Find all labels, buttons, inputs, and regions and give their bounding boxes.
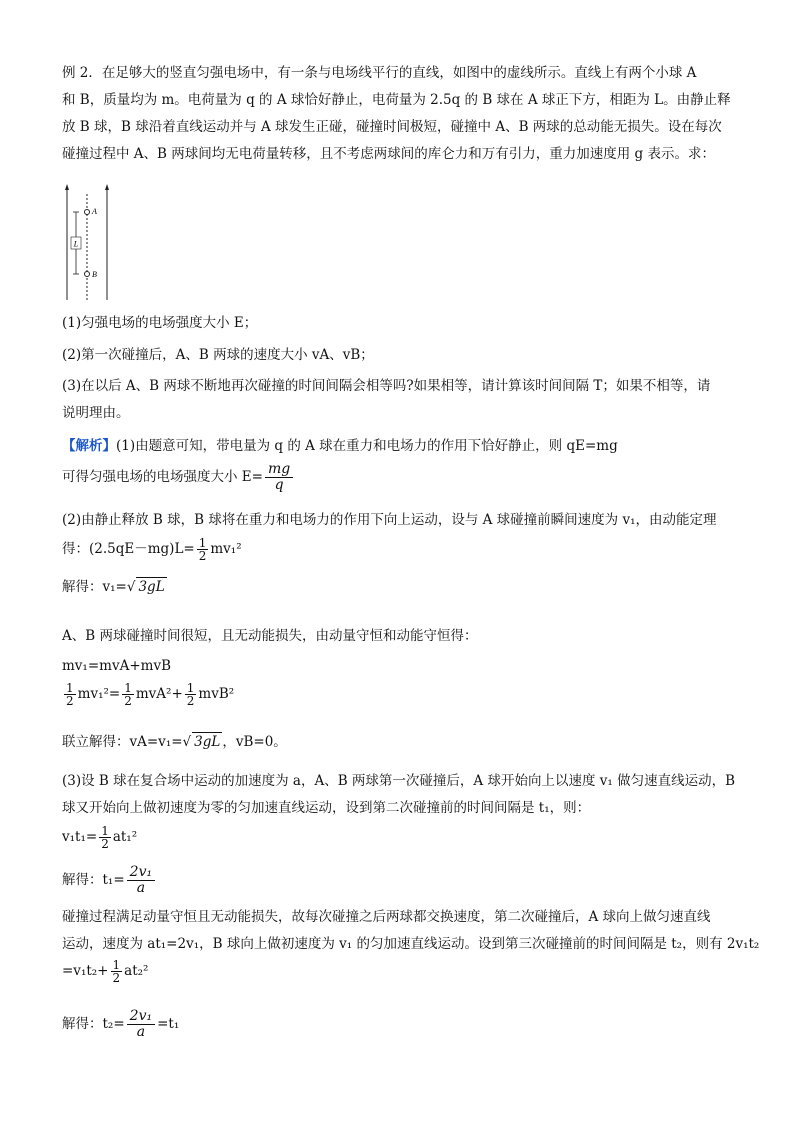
solution-3h: 解得：t₂= $\frac{\text{2v₁}}{a}$ =t₁ xyxy=(62,1008,180,1040)
label-a: A xyxy=(92,207,97,216)
solution-3d: 解得：t₁= $\frac{\text{2v₁}}{a}$ xyxy=(62,864,157,896)
arrow-up-icon xyxy=(65,184,69,190)
ball-a-icon xyxy=(85,210,90,215)
label-l: L xyxy=(73,239,79,249)
problem-line-4: 碰撞过程中 A、B 两球间均无电荷量转移，且不考虑两球间的库仑力和万有引力，重力加速度用 g 表示。求： xyxy=(62,146,715,162)
solution-2f: $\frac{1}{2}$ mv₁²= $\frac{1}{2}$ mvA²+ $\frac{1}{2}$ mvB² xyxy=(66,681,235,708)
fraction-half: $\frac{1}{2}$ xyxy=(198,536,207,563)
solution-3b: 球又开始向上做初速度为零的匀加速直线运动，设到第二次碰撞前的时间间隔是 t₁，则： xyxy=(62,800,591,816)
solution-2c: 解得：v₁=√ 3gL xyxy=(62,579,165,595)
solution-2d: A、B 两球碰撞时间很短，且无动能损失，由动量守恒和动能守恒得： xyxy=(62,628,478,644)
problem-line-2: 和 B，质量均为 m。电荷量为 q 的 A 球恰好静止，电荷量为 2.5q 的 B 球在 A 球正下方，相距为 L。由静止释 xyxy=(62,92,731,108)
field-diagram xyxy=(62,182,114,302)
question-3a: (3)在以后 A、B 两球不断地再次碰撞的时间间隔会相等吗?如果相等，请计算该时间间隔 T；如果不相等，请 xyxy=(62,378,711,394)
solution-3f: 运动，速度为 at₁=2v₁，B 球向上做初速度为 v₁ 的匀加速直线运动。设到第三次碰撞前的时间间隔是 t₂，则有 2v₁t₂ xyxy=(62,936,760,952)
solution-3g: =v₁t₂+ $\frac{1}{2}$ at₂² xyxy=(62,958,149,985)
problem-line-3: 放 B 球，B 球沿着直线运动并与 A 球发生正碰，碰撞时间极短，碰撞中 A、B 两球的总动能无损失。设在每次 xyxy=(62,119,722,135)
solution-1a: 【解析】(1)由题意可知，带电量为 q 的 A 球在重力和电场力的作用下恰好静止，则 qE=mg xyxy=(62,438,618,454)
solution-tag: 【解析】 xyxy=(62,438,116,454)
solution-3e: 碰撞过程满足动量守恒且无动能损失，故每次碰撞之后两球都交换速度，第二次碰撞后，A 球向上做匀速直线 xyxy=(62,909,711,925)
arrow-up-icon xyxy=(105,184,109,190)
question-2: (2)第一次碰撞后，A、B 两球的速度大小 vA、vB； xyxy=(62,347,374,363)
problem-line-1: 例 2．在足够大的竖直匀强电场中，有一条与电场线平行的直线，如图中的虚线所示。直线上有两个小球 A xyxy=(62,65,697,81)
question-1: (1)匀强电场的电场强度大小 E； xyxy=(62,315,258,331)
label-b: B xyxy=(92,270,97,279)
fraction-e: $\frac{mg}{q}$ xyxy=(265,462,293,493)
solution-3a: (3)设 B 球在复合场中运动的加速度为 a，A、B 两球第一次碰撞后，A 球开始向上以速度 v₁ 做匀速直线运动，B xyxy=(62,773,736,789)
solution-2g: 联立解得：vA=v₁=√ 3gL ，vB=0。 xyxy=(62,734,287,750)
solution-2e: mv₁=mvA+mvB xyxy=(62,658,171,674)
solution-2b: 得：(2.5qE－mg)L= $\frac{1}{2}$ mv₁² xyxy=(62,536,242,563)
question-3b: 说明理由。 xyxy=(62,405,130,421)
solution-2a: (2)由静止释放 B 球，B 球将在重力和电场力的作用下向上运动，设与 A 球碰撞前瞬间速度为 v₁，由动能定理 xyxy=(62,512,717,528)
solution-1b: 可得匀强电场的电场强度大小 E= $\frac{mg}{q}$ xyxy=(62,462,295,493)
ball-b-icon xyxy=(85,272,90,277)
solution-3c: v₁t₁= $\frac{1}{2}$ at₁² xyxy=(62,824,138,851)
